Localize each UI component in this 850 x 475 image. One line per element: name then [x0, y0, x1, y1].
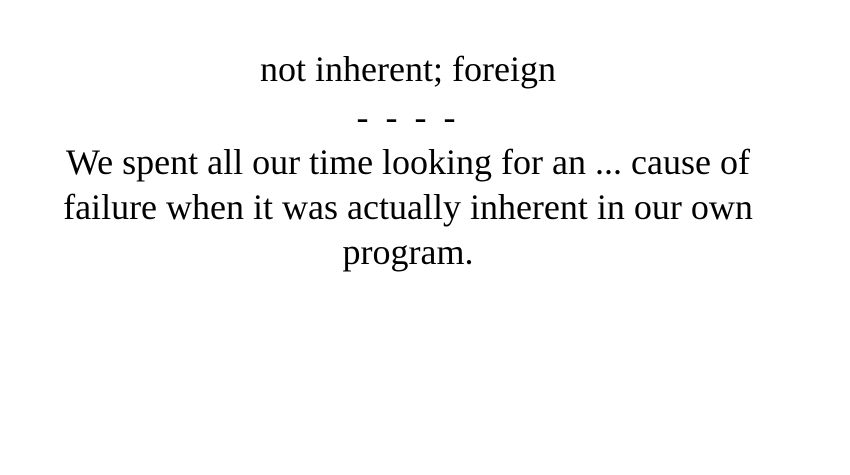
example-sentence: We spent all our time looking for an ... cause of failure when it was actually inherent in our own program.: [63, 142, 753, 272]
definition-text: not inherent; foreign: [260, 49, 556, 89]
separator: - - - -: [356, 97, 460, 137]
